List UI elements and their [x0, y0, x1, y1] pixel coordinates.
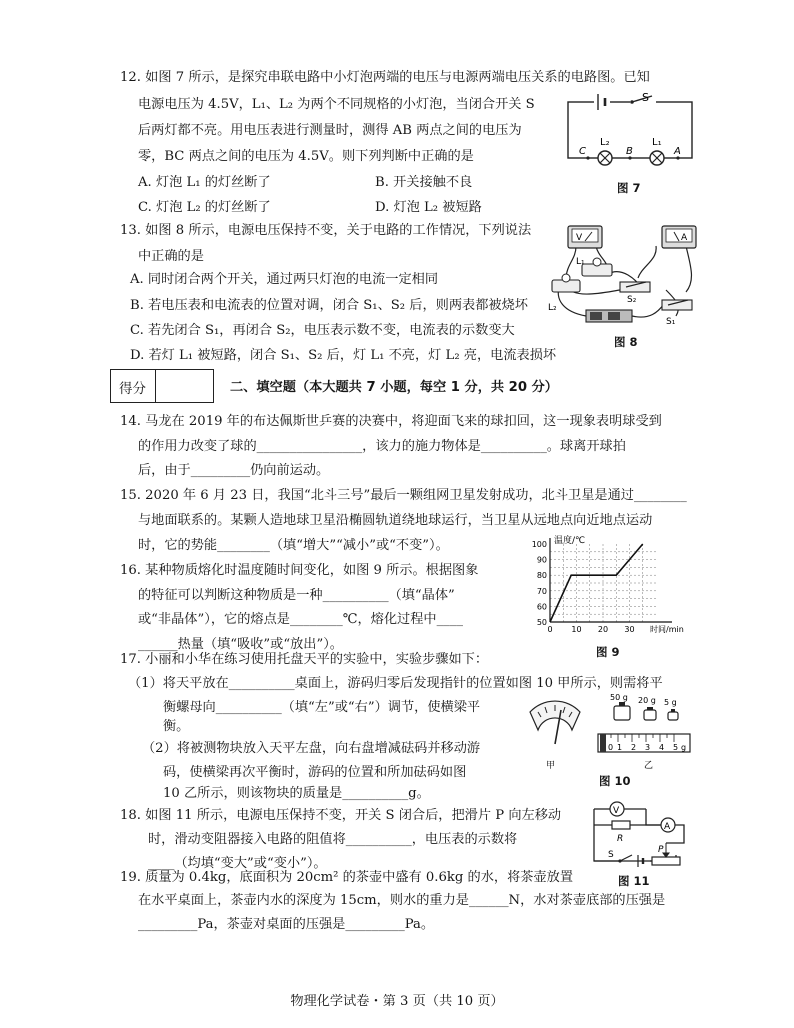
fig9-x-tick-label: 0	[547, 625, 553, 634]
q13-option-d: D. 若灯 L₁ 被短路，闭合 S₁、S₂ 后，灯 L₁ 不亮，灯 L₂ 亮，电流表损坏	[130, 348, 557, 363]
fig9-x-tick-label: 30	[624, 625, 635, 634]
fig9-y-tick-label: 70	[536, 586, 547, 596]
q12-line-2: 电源电压为 4.5V，L₁、L₂ 为两个不同规格的小灯泡，当闭合开关 S	[138, 97, 535, 112]
q12-line-4: 零，BC 两点之间的电压为 4.5V。则下列判断中正确的是	[138, 149, 474, 164]
figure-11-circuit	[586, 797, 692, 873]
fig10-sub-right: 乙	[644, 761, 654, 770]
fig8-label-l1: L₁	[576, 257, 585, 267]
figure-9-chart	[528, 534, 688, 638]
fig9-y-tick-label: 90	[536, 555, 547, 565]
fig8-label-l2: L₂	[548, 303, 557, 313]
q14-line-1: 14. 马龙在 2019 年的布达佩斯世乒赛的决赛中，将迎面飞来的球扣回，这一现象表明球受到	[120, 414, 662, 429]
q12-line-3: 后两灯都不亮。用电压表进行测量时，测得 AB 两点之间的电压为	[138, 123, 522, 138]
fig9-y-tick-label: 50	[536, 618, 547, 627]
q19-line-2: 在水平桌面上，茶壶内水的深度为 15cm，则水的重力是______N，水对茶壶底部的压强是	[138, 893, 666, 908]
q13-option-c: C. 若先闭合 S₁，再闭合 S₂，电压表示数不变，电流表的示数变大	[130, 323, 515, 338]
figure-11-caption: 图 11	[618, 874, 650, 888]
figure-10-balance	[520, 692, 696, 770]
fig7-label-a: A	[674, 146, 681, 157]
q13-line-2: 中正确的是	[138, 249, 204, 264]
score-label: 得分	[119, 381, 146, 397]
score-box-divider	[155, 370, 156, 402]
q19-line-3: _________Pa，茶壶对桌面的压强是_________Pa。	[138, 917, 435, 932]
fig7-label-l2: L₂	[600, 137, 610, 148]
fig8-label-s1: S₁	[666, 317, 676, 327]
q16-line-4: ______热量（填“吸收”或“放出”）。	[138, 637, 343, 652]
fig10-sub-left: 甲	[546, 761, 556, 770]
section-title: 二、填空题（本大题共 7 小题，每空 1 分，共 20 分）	[230, 380, 558, 395]
fig10-weight-5g: 5 g	[664, 698, 677, 707]
fig11-voltmeter-label: V	[613, 806, 620, 816]
fig11-label-r: R	[617, 834, 624, 844]
fig9-y-tick-label: 80	[536, 571, 547, 581]
fig7-label-b: B	[626, 146, 633, 157]
fig10-tick-0: 0	[608, 743, 614, 752]
fig7-label-s: S	[642, 92, 649, 104]
q15-line-1: 15. 2020 年 6 月 23 日，我国“北斗三号”最后一颗组网卫星发射成功，北斗卫星是通过________	[120, 488, 687, 503]
fig9-y-tick-label: 60	[536, 602, 547, 612]
q17-line-3: 衡螺母向__________（填“左”或“右”）调节，使横梁平	[163, 700, 481, 715]
q13-option-b: B. 若电压表和电流表的位置对调，闭合 S₁、S₂ 后，则两表都被烧坏	[130, 298, 528, 313]
q12-option-a: A. 灯泡 L₁ 的灯丝断了	[138, 175, 271, 190]
q17-line-6: 码，使横梁再次平衡时，游码的位置和所加砝码如图	[163, 765, 467, 780]
q16-line-2: 的特征可以判断这种物质是一种__________（填“晶体”	[138, 588, 455, 603]
fig10-tick-4: 4	[659, 743, 665, 752]
fig11-label-p: P	[658, 845, 664, 855]
fig10-weight-20g: 20 g	[638, 696, 656, 705]
q14-line-2: 的作用力改变了球的________________，该力的施力物体是__________。球离开球拍	[138, 439, 626, 454]
q13-line-1: 13. 如图 8 所示，电源电压保持不变，关于电路的工作情况，下列说法	[120, 223, 532, 238]
fig10-weight-50g: 50 g	[610, 693, 628, 702]
q17-line-1: 17. 小丽和小华在练习使用托盘天平的实验中，实验步骤如下：	[120, 652, 489, 667]
q13-option-a: A. 同时闭合两个开关，通过两只灯泡的电流一定相同	[130, 272, 439, 287]
fig10-tick-2: 2	[631, 743, 637, 752]
q19-line-1: 19. 质量为 0.4kg，底面积为 20cm² 的茶壶中盛有 0.6kg 的水，将茶壶放置	[120, 870, 574, 885]
fig9-x-tick-label: 20	[597, 625, 609, 634]
figure-10-caption: 图 10	[599, 774, 631, 788]
q12-option-d: D. 灯泡 L₂ 被短路	[375, 200, 482, 215]
figure-8-caption: 图 8	[614, 335, 638, 349]
q17-line-4: 衡。	[163, 719, 190, 734]
q15-line-3: 时，它的势能________（填“增大”“减小”或“不变”）。	[138, 538, 449, 553]
q17-line-7: 10 乙所示，则该物块的质量是__________g。	[163, 786, 430, 801]
fig11-label-s: S	[608, 850, 614, 860]
fig10-tick-5: 5	[673, 743, 679, 752]
q17-line-2: （1）将天平放在__________桌面上，游码归零后发现指针的位置如图 10 甲所示，则需将平	[128, 676, 663, 691]
fig10-tick-3: 3	[645, 743, 651, 752]
fig9-ticks	[532, 540, 635, 634]
q12-line-1: 12. 如图 7 所示，是探究串联电路中小灯泡两端的电压与电源两端电压关系的电路图。已知	[120, 70, 650, 85]
fig8-ammeter-label: A	[681, 233, 688, 243]
q16-line-3: 或“非晶体”），它的熔点是________℃，熔化过程中____	[138, 612, 463, 627]
fig9-y-axis-label: 温度/℃	[554, 536, 586, 546]
fig10-rider	[600, 734, 606, 752]
figure-8-circuit	[546, 220, 702, 330]
figure-7-caption: 图 7	[617, 181, 641, 195]
figure-9-caption: 图 9	[596, 645, 620, 659]
page-footer: 物理化学试卷・第 3 页（共 10 页）	[290, 994, 504, 1009]
fig9-x-tick-label: 10	[571, 625, 582, 634]
fig9-y-tick-label: 100	[531, 540, 547, 549]
q12-option-b: B. 开关接触不良	[375, 175, 473, 190]
q18-line-1: 18. 如图 11 所示，电源电压保持不变，开关 S 闭合后，把滑片 P 向左移动	[120, 808, 562, 823]
q18-line-2: 时，滑动变阻器接入电路的阻值将__________，电压表的示数将	[148, 832, 518, 847]
fig9-grid	[550, 544, 656, 622]
figure-7-circuit	[560, 92, 700, 177]
fig8-voltmeter-label: V	[576, 233, 583, 243]
fig10-scale-unit: g	[681, 743, 687, 752]
q16-line-1: 16. 某种物质熔化时温度随时间变化，如图 9 所示。根据图象	[120, 563, 479, 578]
q17-line-5: （2）将被测物块放入天平左盘，向右盘增减砝码并移动游	[142, 741, 481, 756]
fig8-label-s2: S₂	[627, 295, 637, 305]
q18-line-3: ____（均填“变大”或“变小”）。	[148, 856, 327, 871]
score-box	[110, 369, 214, 403]
q14-line-3: 后，由于_________仍向前运动。	[138, 463, 330, 478]
fig10-tick-1: 1	[617, 743, 623, 752]
fig11-ammeter-label: A	[664, 822, 671, 832]
fig7-label-l1: L₁	[652, 137, 662, 148]
q12-option-c: C. 灯泡 L₂ 的灯丝断了	[138, 200, 271, 215]
q15-line-2: 与地面联系的。某颗人造地球卫星沿椭圆轨道绕地球运行，当卫星从远地点向近地点运动	[138, 513, 653, 528]
fig9-x-axis-label: 时间/min	[650, 625, 684, 634]
fig7-label-c: C	[579, 146, 586, 157]
